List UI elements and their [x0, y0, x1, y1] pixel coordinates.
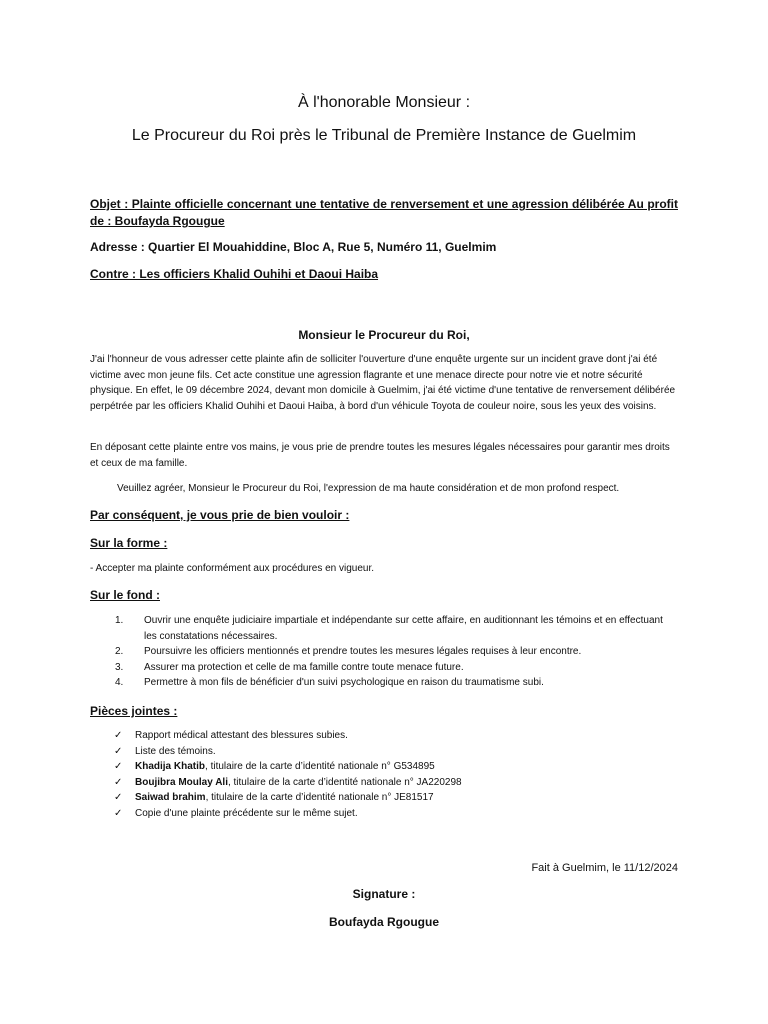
- attachment-detail: , titulaire de la carte d’identité nationale n° G534895: [205, 761, 435, 773]
- list-item: [114, 790, 678, 806]
- list-item-text: Ouvrir une enquête judiciaire impartiale et indépendante sur cette affaire, en auditionnant les témoins et en effectuant les constatations nécessaires.: [144, 615, 663, 642]
- address-line: Adresse : Quartier El Mouahiddine, Bloc A, Rue 5, Numéro 11, Guelmim: [90, 240, 497, 254]
- body-paragraph: En déposant cette plainte entre vos mains, je vous prie de prendre toutes les mesures légales nécessaires pour garantir mes droits et ceux de ma famille.: [90, 442, 670, 469]
- attachment-detail: Rapport médical attestant des blessures subies.: [135, 730, 348, 741]
- addressee-line: À l'honorable Monsieur :: [297, 94, 471, 111]
- attachment-name: Boujibra Moulay Ali: [135, 776, 228, 788]
- attachment-text: [135, 806, 358, 822]
- subject-line: [90, 196, 678, 230]
- closing-paragraph: Veuillez agréer, Monsieur le Procureur du Roi, l'expression de ma haute considération et de mon profond respect.: [117, 483, 620, 494]
- list-item: [115, 613, 678, 644]
- list-item: [115, 660, 678, 676]
- list-item-text: Permettre à mon fils de bénéficier d'un suivi psychologique en raison du traumatisme subi.: [144, 677, 544, 689]
- attachment-detail: , titulaire de la carte d’identité nationale n° JE81517: [205, 792, 434, 804]
- signature-name: Boufayda Rgougue: [329, 915, 439, 929]
- substance-list: [115, 613, 678, 691]
- signature-label: Signature :: [352, 887, 416, 901]
- attachment-text: [135, 759, 435, 775]
- place-and-date: Fait à Guelmim, le 11/12/2024: [531, 862, 678, 874]
- body-paragraph: J'ai l'honneur de vous adresser cette plainte afin de solliciter l'ouverture d'une enquête urgente sur un incident grave dont j'ai été victime avec mon jeune fils. Cet acte constitue une agression flagrante et une menace directe pour notre vie et notre sécurité physique. En effet, le 09 décembre 2024, devant mon domicile à Guelmim, j'ai été victime d'une tentative de renversement délibérée perpétrée par les officiers Khalid Ouhihi et Daoui Haiba, à bord d'un véhicule Toyota de couleur noire, sous les yeux des voisins.: [90, 354, 676, 412]
- attachments-list: [114, 728, 678, 822]
- consequently-heading: [90, 507, 678, 524]
- attachment-detail: Liste des témoins.: [135, 745, 216, 757]
- attachment-detail: , titulaire de la carte d’identité nationale n° JA220298: [227, 776, 462, 788]
- form-heading: [90, 535, 678, 552]
- substance-heading-text: Sur le fond :: [90, 588, 160, 602]
- attachment-text: [135, 775, 462, 791]
- list-item-number: 1.: [115, 615, 124, 626]
- consequently-text: Par conséquent, je vous prie de bien vouloir :: [90, 508, 350, 522]
- checkmark-icon: ✓: [114, 776, 123, 788]
- attachment-text: [135, 744, 216, 760]
- list-item: [114, 806, 678, 822]
- checkmark-icon: ✓: [114, 745, 123, 757]
- list-item-text: Assurer ma protection et celle de ma famille contre toute menace future.: [144, 661, 464, 673]
- against-text: Contre : Les officiers Khalid Ouhihi et Daoui Haiba: [90, 267, 379, 281]
- list-item: [115, 644, 678, 660]
- list-item: [115, 675, 678, 691]
- form-request: - Accepter ma plainte conformément aux procédures en vigueur.: [90, 563, 375, 574]
- list-item-number: 4.: [115, 677, 124, 689]
- list-item: [114, 759, 678, 775]
- checkmark-icon: ✓: [114, 761, 123, 773]
- list-item: [114, 775, 678, 791]
- form-heading-text: Sur la forme :: [90, 536, 168, 550]
- attachments-heading: [90, 703, 678, 720]
- attachment-name: Khadija Khatib: [135, 761, 206, 773]
- list-item: [114, 728, 678, 744]
- attachments-heading-text: Pièces jointes :: [90, 704, 178, 718]
- against-line: [90, 266, 678, 283]
- addressee-title: Le Procureur du Roi près le Tribunal de Première Instance de Guelmim: [131, 127, 637, 144]
- substance-heading: [90, 587, 678, 604]
- list-item: [114, 744, 678, 760]
- checkmark-icon: ✓: [114, 730, 123, 741]
- checkmark-icon: ✓: [114, 792, 123, 804]
- list-item-number: 3.: [115, 661, 124, 673]
- attachment-text: [135, 790, 434, 806]
- checkmark-icon: ✓: [114, 807, 123, 819]
- salutation: Monsieur le Procureur du Roi,: [298, 328, 470, 342]
- list-item-number: 2.: [115, 646, 124, 658]
- attachment-text: [135, 728, 348, 744]
- subject-text: Objet : Plainte officielle concernant une tentative de renversement et une agression délibérée Au profit de : Boufayda Rgougue: [90, 197, 678, 228]
- list-item-text: Poursuivre les officiers mentionnés et prendre toutes les mesures légales requises à leur encontre.: [144, 646, 582, 658]
- attachment-name: Saiwad brahim: [135, 792, 206, 804]
- attachment-detail: Copie d'une plainte précédente sur le même sujet.: [135, 807, 358, 819]
